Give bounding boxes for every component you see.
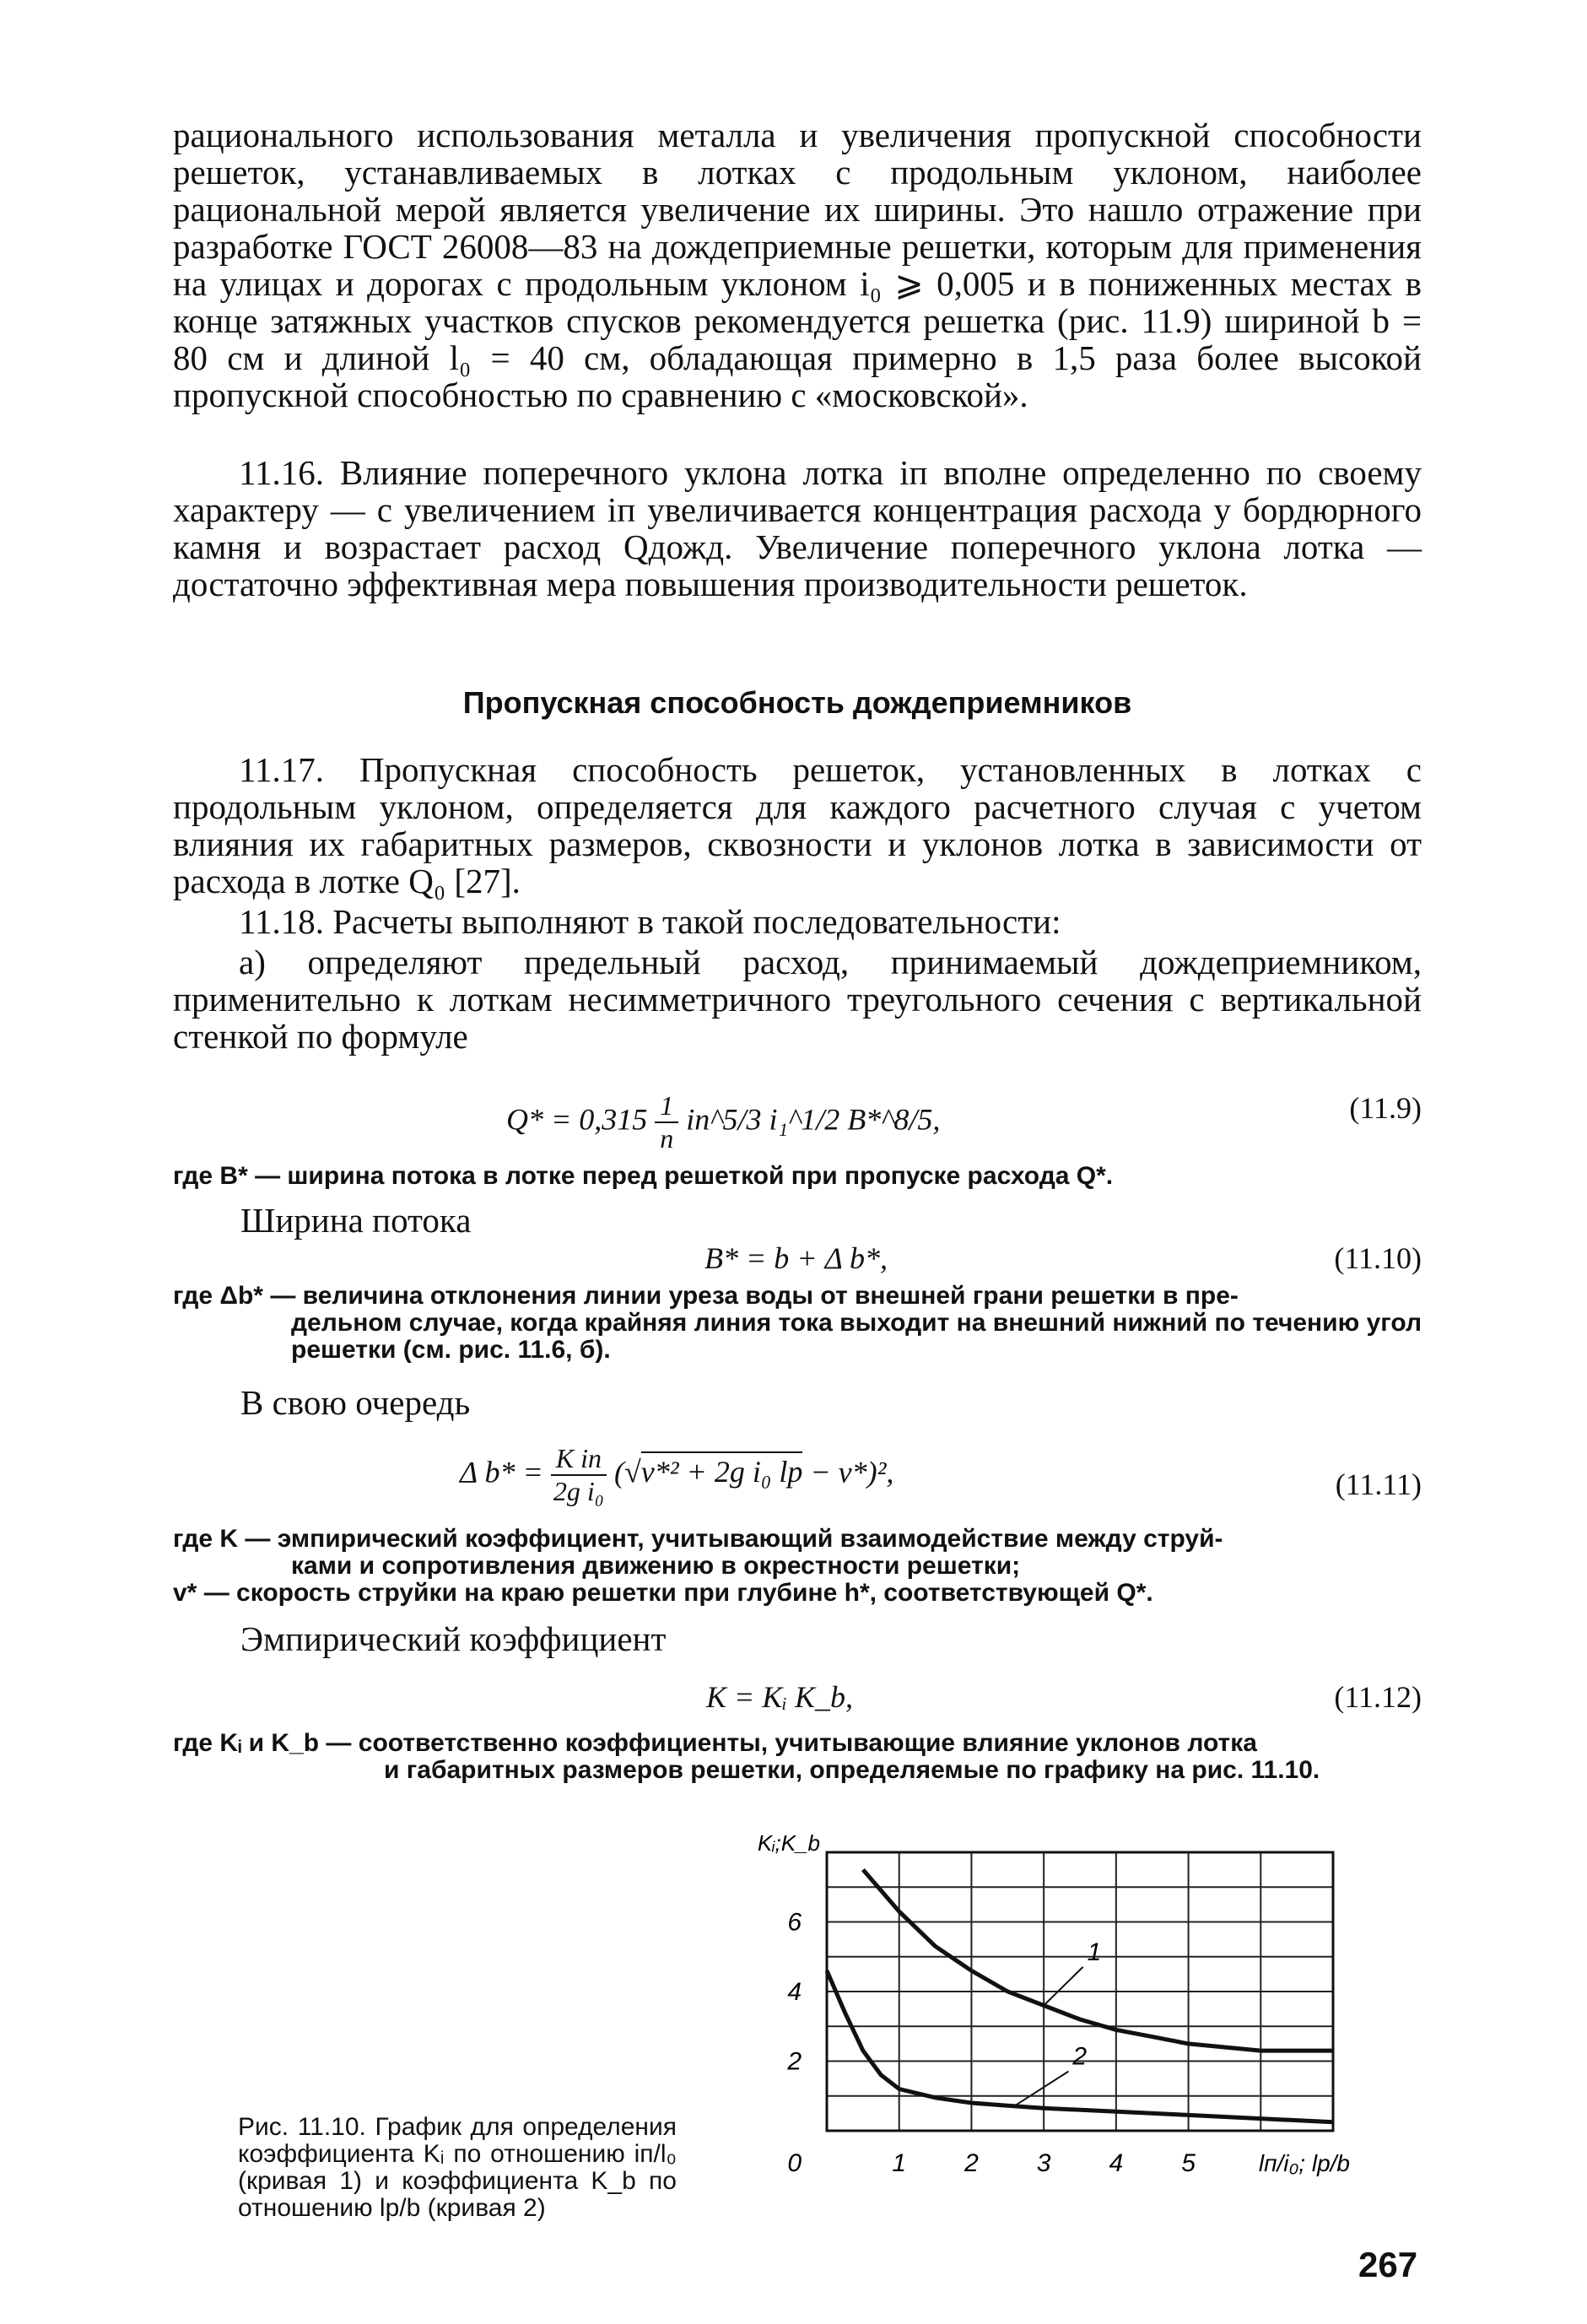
- formula-11-12: [173, 1656, 1422, 1714]
- note-line: ками и сопротивления движению в окрестности решетки;: [291, 1552, 1021, 1580]
- y-tick-label: 6: [787, 1908, 802, 1937]
- formula-text: Δ b* =: [460, 1455, 543, 1489]
- lead-text: Ширина потока: [240, 1201, 472, 1240]
- note-line: где K — эмпирический коэффициент, учитывающий взаимодействие между струй-: [173, 1525, 1223, 1553]
- formula-number: (11.12): [1334, 1680, 1422, 1714]
- x-tick-label: 1: [892, 2149, 907, 2177]
- fraction-denominator: 2g i₀: [553, 1476, 604, 1506]
- note-delta-b: [173, 1283, 1422, 1364]
- note-line: v* — скорость струйки на краю решетки при глубине h*, соответствующей Q*.: [173, 1579, 1153, 1607]
- series-label-leader: [1044, 1967, 1082, 2006]
- formula-text: (: [614, 1455, 625, 1489]
- paragraph: 11.17. Пропускная способность решеток, установленных в лотках с продольным уклоном, определяется для каждого расчетного случая с учетом влияния их габаритных размеров, сквозности и уклонов лотка в зависимости от расхода в лотке Q₀ [27].: [173, 750, 1422, 900]
- formula-text: B* = b + Δ b*,: [704, 1241, 888, 1275]
- x-tick-label: 4: [1109, 2149, 1124, 2177]
- formula-11-11: [173, 1426, 1422, 1519]
- chart: [717, 1831, 1358, 2202]
- formula-sqrt: v*² + 2g i₀ lр: [641, 1451, 803, 1489]
- formula-text: − v*)²,: [802, 1455, 894, 1489]
- formula-text: Q* = 0,315: [506, 1102, 648, 1137]
- fraction-numerator: 1: [655, 1090, 678, 1123]
- y-axis-label: Kᵢ;K_b: [757, 1831, 820, 1856]
- formula-number: (11.11): [1335, 1467, 1422, 1501]
- series-label: 2: [1072, 2042, 1088, 2071]
- y-tick-label: 2: [787, 2047, 802, 2076]
- series-label: 1: [1087, 1938, 1102, 1966]
- paragraph: рационального использования металла и увеличения пропускной способности решеток, устанавливаемых в лотках с продольным уклоном, наиболее рациональной мерой является увеличение их ширины. Это нашло отражение при разработке ГОСТ 26008—83 на дождеприемные решетки, которым для применения на улицах и дорогах с продольным уклоном i₀ ⩾ 0,005 и в пониженных местах в конце затяжных участков спусков рекомендуется решетка (рис. 11.9) шириной b = 80 см и длиной l₀ = 40 см, обладающая примерно в 1,5 раза более высокой пропускной способностью по сравнению с «московской».: [173, 116, 1422, 414]
- formula-text: iп^5/3 i₁^1/2 B*^8/5,: [686, 1102, 941, 1137]
- x-tick-label: 5: [1181, 2149, 1196, 2177]
- note-ki-kb: [173, 1730, 1422, 1784]
- fraction-denominator: n: [660, 1123, 674, 1154]
- note-line: и габаритных размеров решетки, определяемые по графику на рис. 11.10.: [384, 1756, 1320, 1784]
- origin-label: 0: [787, 2149, 802, 2177]
- paragraph: а) определяют предельный расход, принимаемый дождеприемником, применительно к лоткам несимметричного треугольного сечения с вертикальной стенкой по формуле: [173, 943, 1422, 1056]
- fraction-numerator: K iп: [551, 1443, 607, 1476]
- formula-number: (11.10): [1334, 1241, 1422, 1275]
- page-number: 267: [1358, 2245, 1418, 2284]
- formula-11-9: [173, 1065, 1422, 1154]
- formula-fraction: [655, 1090, 678, 1154]
- section-heading: Пропускная способность дождеприемников: [462, 685, 1132, 720]
- series-label-leader: [1015, 2072, 1069, 2106]
- x-axis-label: lп/i₀; lр/b: [1258, 2150, 1350, 2176]
- note-line: дельном случае, когда крайняя линия тока выходит на внешний нижний по течению угол решетки (см. рис. 11.6, б).: [291, 1309, 1422, 1364]
- note-k: [173, 1526, 1422, 1607]
- note-line: где Δb* — величина отклонения линии уреза воды от внешней грани решетки в пре-: [173, 1282, 1239, 1310]
- x-tick-label: 3: [1036, 2149, 1051, 2177]
- lead-text: В свою очередь: [240, 1383, 471, 1422]
- formula-number: (11.9): [1349, 1091, 1422, 1125]
- y-tick-label: 4: [787, 1978, 802, 2006]
- paragraph: 11.16. Влияние поперечного уклона лотка iп вполне определенно по своему характеру — с увеличением iп увеличивается концентрация расхода у бордюрного камня и возрастает расход Qдожд. Увеличение поперечного уклона лотка — достаточно эффективная мера повышения производительности решеток.: [173, 453, 1422, 603]
- note-b-star: где B* — ширина потока в лотке перед решеткой при пропуске расхода Q*.: [173, 1162, 1114, 1190]
- lead-text: Эмпирический коэффициент: [240, 1619, 667, 1658]
- formula-text: K = Kᵢ K_b,: [706, 1680, 854, 1714]
- sqrt-icon: √: [624, 1455, 641, 1489]
- formula-fraction: [551, 1443, 607, 1507]
- paragraph: 11.18. Расчеты выполняют в такой последовательности:: [239, 902, 1061, 941]
- formula-11-10: [173, 1215, 1422, 1275]
- note-line: где Kᵢ и K_b — соответственно коэффициенты, учитывающие влияние уклонов лотка: [173, 1729, 1257, 1757]
- x-tick-label: 2: [964, 2149, 979, 2177]
- figure-caption: Рис. 11.10. График для определения коэффициента Kᵢ по отношению iп/l₀ (кривая 1) и коэффициента K_b по отношению lр/b (кривая 2): [238, 2113, 677, 2222]
